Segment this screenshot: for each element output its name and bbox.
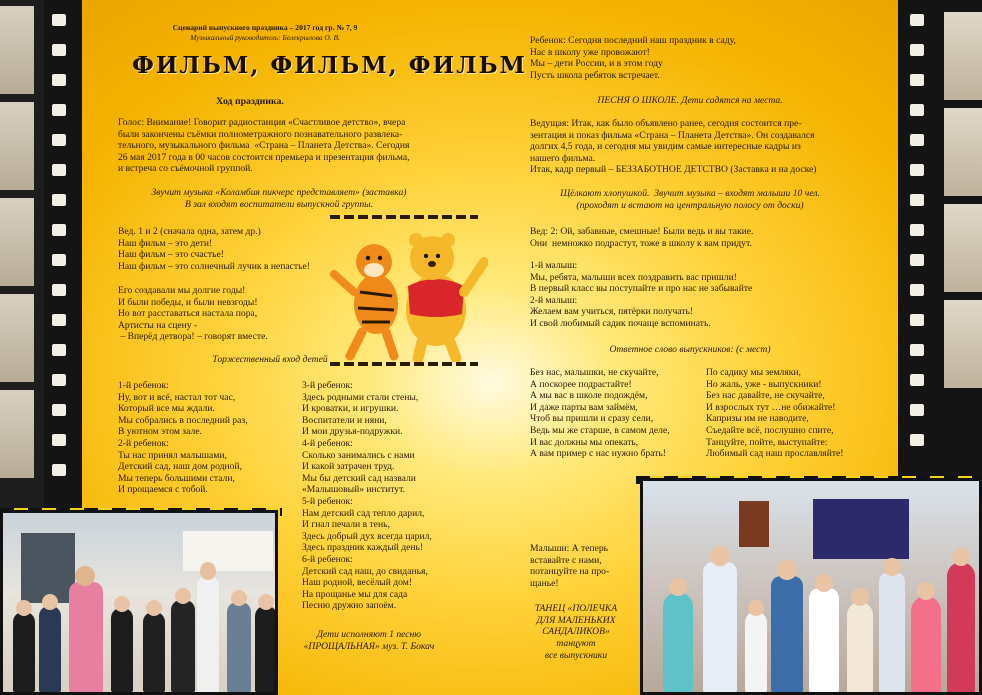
divider-bottom [330,362,478,366]
song-note: Дети исполняют 1 песню «ПРОЩАЛЬНАЯ» муз. Т. Бокач [303,629,435,652]
page-title: ФИЛЬМ, ФИЛЬМ, ФИЛЬМ [132,52,528,79]
host-announcement: Ведущая: Итак, как было объявлено ранее, сегодня состоится пре- зентация и показ фильма «Страна – Планета Детства». Он создавался долгих 4,5 года, и сегодня мы увидим самые интересные кадры из нашего фильма. Итак, кадр первый – БЕЗЗАБОТНОЕ ДЕТСТВО (Заставка и на доске) [530,118,817,176]
divider-top [330,215,478,219]
stage-direction-1: Звучит музыка «Коламбия пикчерс представляет» (заставка) В зал входят воспитатели выпускной группы. [151,187,407,210]
header-line-1: Сценарий выпускного праздника – 2017 год гр. № 7, 9 [172,23,358,32]
bear-character [406,233,484,358]
tiger-character [334,244,398,356]
section-title: Ход праздника. [216,96,284,107]
film-strip-right [898,0,982,480]
hosts-verse-2: Его создавали мы долгие годы! И были победы, и были невзгоды! Но вот расставаться настала пора, Артисты на сцену - – Вперёд детвора! – говорят вместе. [118,285,268,343]
graduates-verse-b: По садику мы земляки, Но жаль, уже - выпускники! Без нас давайте, не скучайте, И взрослых тут …не обижайте! Капризы им не наводите, Съедайте всё, послушно спите, Танцуйте, пойте, выступайте: Любимый сад наш прославляйте! [706,367,844,460]
little-ones-verses: 1-й малыш: Мы, ребята, малыши всех поздравить вас пришли! В первый класс вы поступайте и про нас не забывайте 2-й малыш: Желаем вам учиться, пятёрки получать! И свой любимый садик почаще вспоминать. [530,260,753,329]
graduates-verse-a: Без нас, малышки, не скучайте, А поскорее подрастайте! А мы вас в школе подождём, И даже парты вам займём, Чтоб вы пришли и сразу сели, Ведь мы же старше, в самом деле, И вас должны мы опекать, А вам пример с нас нужно брать! [530,367,670,460]
photo-children-dancing [640,478,982,695]
little-ones-invite: Малыши: А теперь вставайте с нами, потанцуйте на про- щанье! [530,543,610,589]
cartoon-characters-illustration [328,222,488,362]
stage-direction-3: Щёлкают хлопушкой. Звучит музыка – входят малыши 10 чел. (проходят и встают на центральную полосу от доски) [560,188,820,211]
film-strip-left [0,0,82,510]
children-verses-a: 1-й ребенок: Ну, вот и всё, настал тот час, Который все мы ждали. Мы собрались в последний раз, В уютном этом зале. 2-й ребенок: Ты нас принял малышами, Детский сад, наш дом родной, Мы теперь большими стали, И прощаемся с тобой. [118,380,248,496]
intro-paragraph: Голос: Внимание! Говорит радиостанция «Счастливое детство», вчера были закончены съёмки полнометражного познавательного развлека- тельного, музыкального фильма «Страна – Планета Детства». Сегодня 26 мая 2017 года в 00 часов состоится премьера и презентация фильма, и встреча со съёмочной группой. [118,117,410,175]
dance-note: танцуют все выпускники [544,638,608,661]
stage-direction-2: Торжественный вход детей [212,354,328,365]
hosts-verse-1: Вед. 1 и 2 (сначала одна, затем др.) Наш фильм – это дети! Наш фильм – это счастье! Наш фильм – это солнечный лучик в непастье! [118,226,310,272]
dance-title: ТАНЕЦ «ПОЛЕЧКА ДЛЯ МАЛЕНЬКИХ САНДАЛИКОВ» [534,603,618,638]
header-line-2: Музыкальный руководитель: Белекрылова О. В. [190,33,340,42]
school-song-note: ПЕСНЯ О ШКОЛЕ. Дети садятся на места. [597,95,783,106]
host-2-verse: Вед: 2: Ой, забавные, смешные! Были ведь и вы такие. Они немножко подрастут, тоже в школу к вам придут. [530,226,754,249]
child-verse: Ребенок: Сегодня последний наш праздник в саду, Нас в школу уже провожают! Мы – дети России, и в этом году Пусть школа ребяток встречает. [530,35,736,81]
graduates-reply-note: Ответное слово выпускников: (с мест) [609,344,771,355]
children-verses-b: 3-й ребенок: Здесь родными стали стены, И кроватки, и игрушки. Воспитатели и няни, И мои друзья-подружки. 4-й ребенок: Сколько занимались с нами И какой затрачен труд. Мы бы детский сад назвали «Малышовый» институт. 5-й ребенок: Нам детский сад тепло дарил, И гнал печали в тень, Здесь добрый дух всегда царил, Здесь праздник каждый день! 6-й ребенок: Детский сад наш, до свиданья, Наш родной, весёлый дом! На прощанье мы для сада Песню дружно запоём. [302,380,432,612]
photo-graduates-stage [0,510,278,695]
